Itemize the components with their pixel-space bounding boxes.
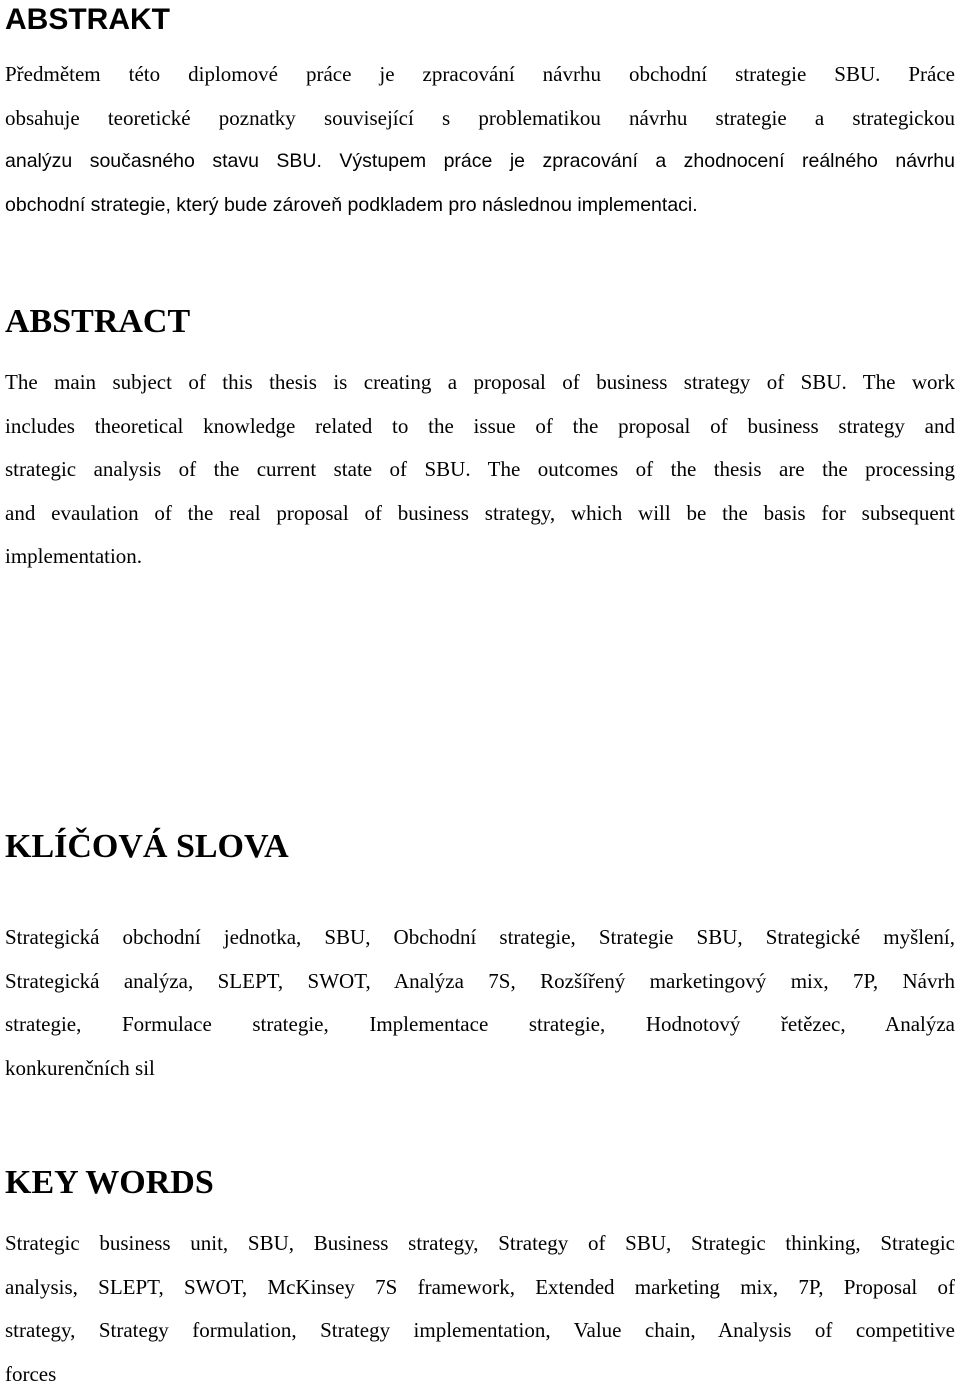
abstract-heading: ABSTRACT bbox=[5, 302, 190, 342]
abstrakt-paragraph bbox=[5, 53, 955, 227]
key-words-heading: KEY WORDS bbox=[5, 1163, 214, 1203]
abstrakt-line-2: obsahuje teoretické poznatky související s problematikou návrhu strategie a strategickou bbox=[5, 97, 955, 141]
abstrakt-line-3: analýzu současného stavu SBU. Výstupem práce je zpracování a zhodnocení reálného návrhu bbox=[5, 140, 955, 184]
abstract-line-5: implementation. bbox=[5, 535, 955, 579]
abstract-paragraph bbox=[5, 361, 955, 579]
key-words-paragraph bbox=[5, 1222, 955, 1396]
abstract-line-4: and evaulation of the real proposal of business strategy, which will be the basis for subsequent bbox=[5, 492, 955, 536]
abstract-line-2: includes theoretical knowledge related to the issue of the proposal of business strategy and bbox=[5, 405, 955, 449]
klicova-slova-line-4: konkurenčních sil bbox=[5, 1047, 955, 1091]
abstract-line-1: The main subject of this thesis is creating a proposal of business strategy of SBU. The work bbox=[5, 361, 955, 405]
key-words-line-3: strategy, Strategy formulation, Strategy implementation, Value chain, Analysis of competitive bbox=[5, 1309, 955, 1353]
abstrakt-line-4: obchodní strategie, který bude zároveň podkladem pro následnou implementaci. bbox=[5, 184, 955, 228]
abstract-line-3: strategic analysis of the current state of SBU. The outcomes of the thesis are the processing bbox=[5, 448, 955, 492]
abstrakt-line-1: Předmětem této diplomové práce je zpracování návrhu obchodní strategie SBU. Práce bbox=[5, 53, 955, 97]
abstrakt-heading: ABSTRAKT bbox=[5, 0, 170, 40]
key-words-line-2: analysis, SLEPT, SWOT, McKinsey 7S framework, Extended marketing mix, 7P, Proposal of bbox=[5, 1266, 955, 1310]
klicova-slova-line-2: Strategická analýza, SLEPT, SWOT, Analýza 7S, Rozšířený marketingový mix, 7P, Návrh bbox=[5, 960, 955, 1004]
klicova-slova-paragraph bbox=[5, 916, 955, 1090]
klicova-slova-heading: KLÍČOVÁ SLOVA bbox=[5, 827, 289, 867]
klicova-slova-line-3: strategie, Formulace strategie, Implementace strategie, Hodnotový řetězec, Analýza bbox=[5, 1003, 955, 1047]
key-words-line-4: forces bbox=[5, 1353, 955, 1396]
klicova-slova-line-1: Strategická obchodní jednotka, SBU, Obchodní strategie, Strategie SBU, Strategické myšlení, bbox=[5, 916, 955, 960]
key-words-line-1: Strategic business unit, SBU, Business strategy, Strategy of SBU, Strategic thinking, Strategic bbox=[5, 1222, 955, 1266]
